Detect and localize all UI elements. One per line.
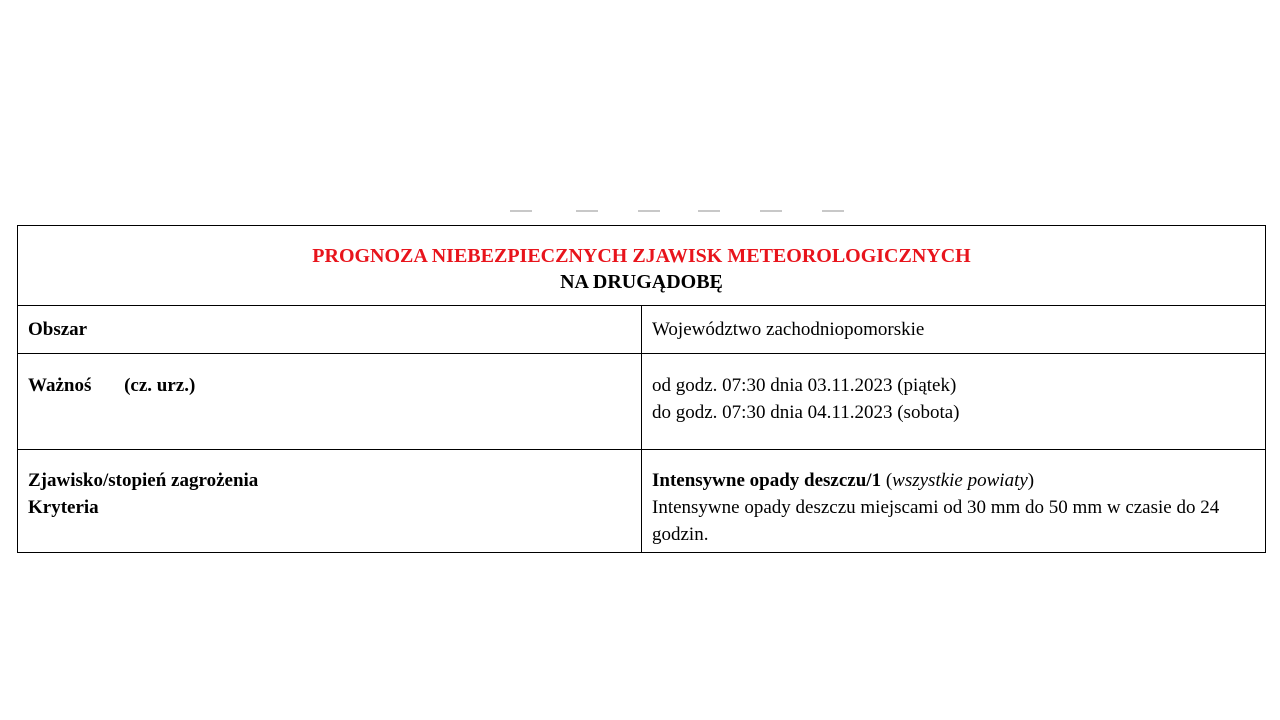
- forecast-table: [17, 225, 1266, 553]
- faint-scan-marks: [510, 210, 850, 220]
- scope-close: ): [1027, 470, 1035, 491]
- criteria-value: Intensywne opady deszczu miejscami od 30 mm do 50 mm w czasie do 24 godzin.: [652, 497, 1220, 545]
- area-label: Obszar: [18, 306, 642, 354]
- validity-value-cell: [642, 354, 1266, 450]
- phenomenon-label-cell: [18, 450, 642, 553]
- phenomenon-level: Intensywne opady deszczu/1: [652, 470, 882, 491]
- phenomenon-label: Zjawisko/stopień zagrożenia: [28, 470, 259, 491]
- forecast-title: PROGNOZA NIEBEZPIECZNYCH ZJAWISK METEOROLOGICZNYCH: [312, 245, 971, 267]
- scope-open: (: [881, 470, 893, 491]
- validity-label-cell: [18, 354, 642, 450]
- validity-row: [18, 354, 1266, 450]
- area-row: [18, 306, 1266, 354]
- area-value: Województwo zachodniopomorskie: [642, 306, 1266, 354]
- validity-from: od godz. 07:30 dnia 03.11.2023 (piątek): [652, 375, 957, 396]
- phenomenon-scope: wszystkie powiaty: [892, 470, 1028, 491]
- phenomenon-value: [652, 467, 1255, 494]
- validity-label: Ważnoś: [28, 375, 92, 396]
- criteria-label: Kryteria: [28, 497, 99, 518]
- title-cell: [18, 226, 1266, 306]
- validity-label-extra: (cz. urz.): [124, 375, 196, 396]
- validity-to: do godz. 07:30 dnia 04.11.2023 (sobota): [652, 402, 960, 423]
- phenomenon-row: [18, 450, 1266, 553]
- title-row: [18, 226, 1266, 306]
- forecast-subtitle: NA DRUGĄDOBĘ: [560, 271, 723, 293]
- phenomenon-value-cell: [642, 450, 1266, 553]
